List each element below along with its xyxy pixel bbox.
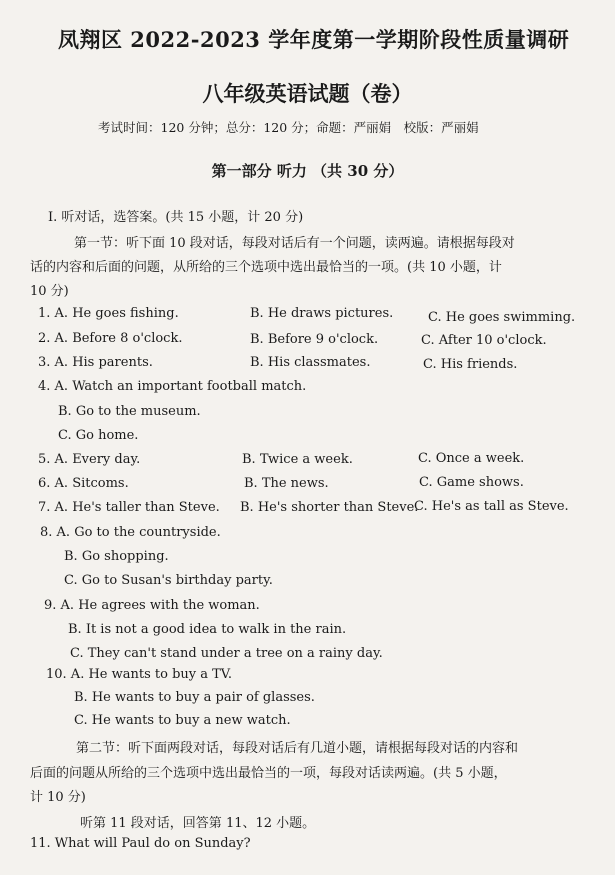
- q1-option-a: 1. A. He goes fishing.: [38, 306, 179, 321]
- q2-option-c: C. After 10 o'clock.: [421, 333, 547, 348]
- q9-option-c: C. They can't stand under a tree on a rainy day.: [70, 646, 383, 661]
- q6-option-a: 6. A. Sitcoms.: [38, 476, 129, 491]
- q5-option-a: 5. A. Every day.: [38, 452, 141, 467]
- q7-option-a: 7. A. He's taller than Steve.: [38, 500, 220, 515]
- q6-option-c: C. Game shows.: [419, 475, 524, 490]
- q1-option-c: C. He goes swimming.: [428, 310, 576, 325]
- listening-prompt: 听第 11 段对话，回答第 11、12 小题。: [80, 816, 316, 831]
- instruction-line: 第一节：听下面 10 段对话，每段对话后有一个问题，读两遍。请根据每段对: [74, 236, 515, 251]
- instruction-line: 第二节：听下面两段对话，每段对话后有几道小题，请根据每段对话的内容和: [76, 741, 519, 756]
- q10-option-a: 10. A. He wants to buy a TV.: [46, 667, 233, 682]
- q8-option-c: C. Go to Susan's birthday party.: [64, 573, 273, 588]
- instruction-line: 10 分): [30, 284, 69, 299]
- q3-option-a: 3. A. His parents.: [38, 355, 153, 370]
- instruction-line: 后面的问题从所给的三个选项中选出最恰当的一项，每段对话读两遍。(共 5 小题，: [30, 766, 507, 781]
- exam-subtitle: 八年级英语试题（卷）: [202, 81, 413, 106]
- part-heading: 第一部分 听力 （共 30 分）: [211, 162, 404, 180]
- q11-question: 11. What will Paul do on Sunday?: [30, 836, 251, 851]
- q5-option-c: C. Once a week.: [418, 451, 525, 466]
- q6-option-b: B. The news.: [244, 476, 329, 491]
- q4-option-a: 4. A. Watch an important football match.: [38, 379, 307, 394]
- q3-option-b: B. His classmates.: [250, 355, 371, 370]
- q9-option-a: 9. A. He agrees with the woman.: [44, 598, 260, 613]
- q10-option-c: C. He wants to buy a new watch.: [74, 713, 291, 728]
- exam-title: 凤翔区 2022-2023 学年度第一学期阶段性质量调研: [58, 27, 570, 52]
- q2-option-b: B. Before 9 o'clock.: [250, 332, 379, 347]
- q2-option-a: 2. A. Before 8 o'clock.: [38, 331, 183, 346]
- q3-option-c: C. His friends.: [423, 357, 518, 372]
- q10-option-b: B. He wants to buy a pair of glasses.: [74, 690, 315, 705]
- q1-option-b: B. He draws pictures.: [250, 306, 394, 321]
- section1-heading: I. 听对话，选答案。(共 15 小题，计 20 分): [48, 210, 304, 225]
- instruction-line: 计 10 分): [30, 790, 86, 805]
- q7-option-c: C. He's as tall as Steve.: [414, 499, 569, 514]
- exam-info: 考试时间：120 分钟；总分：120 分；命题：严丽娟 校版：严丽娟: [98, 120, 479, 135]
- instruction-line: 话的内容和后面的问题，从所给的三个选项中选出最恰当的一项。(共 10 小题，计: [30, 260, 502, 275]
- q5-option-b: B. Twice a week.: [242, 452, 353, 467]
- q8-option-b: B. Go shopping.: [64, 549, 169, 564]
- q8-option-a: 8. A. Go to the countryside.: [40, 525, 221, 540]
- q7-option-b: B. He's shorter than Steve.: [240, 500, 419, 515]
- q4-option-c: C. Go home.: [58, 428, 139, 443]
- q4-option-b: B. Go to the museum.: [58, 404, 201, 419]
- q9-option-b: B. It is not a good idea to walk in the rain.: [68, 622, 347, 637]
